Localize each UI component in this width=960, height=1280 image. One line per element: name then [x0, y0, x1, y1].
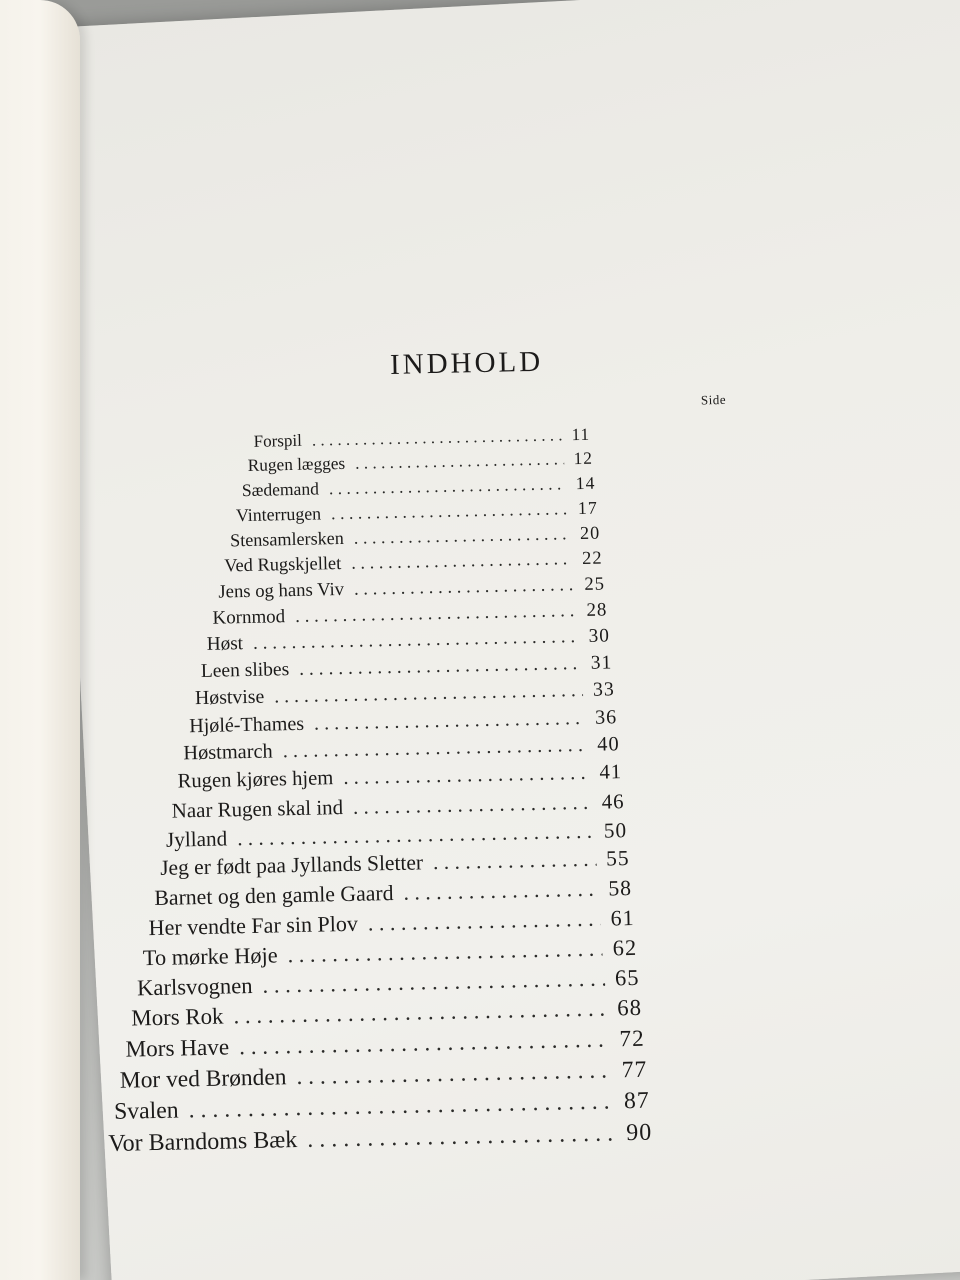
toc-entry-page-number: 50: [603, 817, 628, 843]
toc-entry-page-number: 46: [601, 789, 625, 814]
toc-entry-page-number: 11: [571, 424, 591, 445]
toc-entry-page-number: 25: [584, 573, 606, 595]
toc-entry-title: Rugen lægges: [247, 453, 346, 475]
dot-leader: [355, 449, 564, 473]
toc-entry-title: Naar Rugen skal ind: [171, 795, 344, 823]
toc-entry: [230, 522, 630, 551]
dot-leader: [274, 679, 583, 708]
dot-leader: [287, 935, 603, 968]
toc-entry-page-number: 87: [623, 1087, 650, 1115]
toc-entry-title: Karlsvognen: [136, 972, 253, 1001]
dot-leader: [295, 600, 577, 628]
toc-entry: [177, 761, 649, 794]
toc-entry-title: Sædemand: [241, 478, 320, 501]
toc-entry-title: Jeg er født paa Jyllands Sletter: [159, 850, 424, 881]
toc-entry: [224, 547, 632, 577]
dot-leader: [312, 425, 562, 450]
toc-entry-title: Jylland: [165, 826, 228, 852]
dot-leader: [329, 474, 566, 500]
table-of-contents: [108, 345, 747, 1186]
toc-entry-page-number: 30: [588, 625, 611, 647]
dot-leader: [351, 548, 572, 574]
toc-entry: [189, 705, 645, 738]
dot-leader: [299, 653, 581, 681]
toc-entry-title: Svalen: [113, 1097, 179, 1126]
toc-entry-title: Leen slibes: [200, 658, 290, 682]
dot-leader: [314, 707, 586, 736]
toc-list: [108, 422, 731, 1158]
dot-leader: [237, 818, 594, 850]
dot-leader: [354, 523, 571, 549]
toc-entry-page-number: 36: [594, 705, 618, 729]
toc-entry-page-number: 17: [577, 497, 598, 518]
toc-entry-page-number: 77: [621, 1056, 648, 1084]
dot-leader: [188, 1089, 614, 1125]
toc-entry-title: Høst: [206, 633, 244, 655]
toc-entry-title: Kornmod: [212, 605, 286, 629]
toc-entry-title: Forspil: [253, 430, 303, 451]
dot-leader: [354, 574, 575, 601]
toc-entry: [108, 1119, 676, 1158]
toc-entry: [183, 733, 647, 766]
toc-entry-title: Vinterrugen: [235, 503, 322, 526]
toc-entry: [218, 573, 634, 604]
toc-entry: [206, 625, 638, 656]
toc-entry-title: Rugen kjøres hjem: [177, 767, 334, 793]
toc-entry: [212, 599, 636, 630]
dot-leader: [262, 965, 605, 998]
toc-entry: [201, 651, 641, 682]
toc-entry-title: Mors Have: [125, 1034, 230, 1063]
toc-entry-page-number: 68: [616, 994, 643, 1021]
dot-leader: [296, 1057, 612, 1091]
previous-page-edge: [0, 0, 80, 1280]
toc-entry-page-number: 65: [614, 964, 640, 991]
dot-leader: [253, 626, 579, 655]
toc-entry-page-number: 14: [575, 472, 596, 494]
toc-entry: [195, 678, 643, 710]
toc-entry-title: Her vendte Far sin Plov: [148, 910, 359, 941]
toc-entry-page-number: 20: [579, 522, 601, 543]
toc-entry-page-number: 90: [625, 1119, 653, 1147]
toc-entry-title: Høstmarch: [183, 740, 273, 765]
toc-entry-page-number: 40: [597, 733, 620, 756]
toc-entry-title: Mor ved Brønden: [119, 1064, 287, 1094]
dot-leader: [343, 762, 590, 790]
toc-entry-page-number: 28: [586, 599, 608, 621]
toc-entry-title: Stensamlersken: [229, 527, 344, 551]
toc-entry-page-number: 62: [612, 934, 638, 961]
toc-entry-page-number: 12: [573, 448, 594, 469]
toc-entry-title: Ved Rugskjellet: [224, 553, 342, 576]
toc-entry-title: Høstvise: [194, 686, 265, 710]
toc-entry-page-number: 33: [592, 678, 615, 702]
toc-entry-title: Vor Barndoms Bæk: [108, 1127, 298, 1158]
toc-entry-title: Hjølé-Thames: [188, 712, 305, 737]
toc-entry-title: Barnet og den gamle Gaard: [154, 880, 394, 910]
dot-leader: [403, 876, 598, 905]
toc-entry-page-number: 31: [590, 651, 613, 674]
toc-entry: [236, 497, 628, 526]
toc-entry: [248, 448, 624, 476]
dot-leader: [307, 1120, 617, 1153]
toc-entry: [253, 424, 621, 452]
page-column-label: Side: [700, 391, 727, 408]
toc-entry-page-number: 61: [610, 904, 635, 931]
dot-leader: [368, 906, 601, 937]
toc-entry-title: To mørke Høje: [142, 942, 278, 970]
dot-leader: [239, 1026, 610, 1061]
toc-entry-page-number: 41: [599, 761, 623, 784]
dot-leader: [331, 498, 568, 524]
dot-leader: [282, 734, 587, 763]
dot-leader: [433, 847, 597, 875]
toc-entry-page-number: 22: [581, 547, 603, 569]
toc-entry: [242, 472, 626, 501]
page-title: INDHOLD: [389, 345, 544, 381]
toc-entry-page-number: 72: [619, 1025, 645, 1053]
toc-entry-title: Jens og hans Viv: [218, 578, 345, 603]
toc-entry-page-number: 55: [605, 846, 630, 871]
toc-entry-title: Mors Rok: [131, 1003, 224, 1031]
toc-entry-page-number: 58: [608, 875, 633, 900]
dot-leader: [353, 790, 592, 820]
dot-leader: [233, 996, 607, 1030]
